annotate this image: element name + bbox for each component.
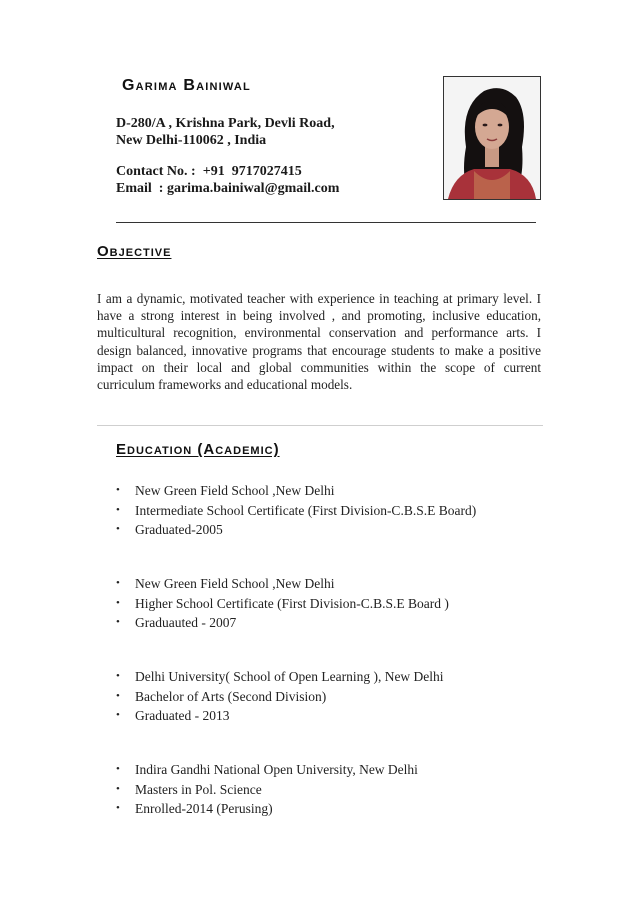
- list-item: [116, 799, 418, 819]
- list-item: [116, 780, 418, 800]
- education-group-3: [116, 667, 444, 726]
- education-heading: Education (Academic): [116, 441, 280, 458]
- address-line-2: New Delhi-110062 , India: [116, 133, 267, 148]
- portrait-illustration: [444, 77, 540, 199]
- contact-label: Contact No. :: [116, 164, 196, 179]
- list-item: [116, 520, 476, 540]
- bullet-icon: •: [116, 523, 120, 535]
- email-label: Email :: [116, 181, 164, 196]
- list-item-text: Masters in Pol. Science: [135, 781, 262, 797]
- contact-phone-row: [116, 163, 339, 180]
- contact-email-row: [116, 180, 339, 197]
- contact-phone: +91 9717027415: [202, 164, 302, 179]
- list-item: [116, 594, 449, 614]
- list-item: [116, 687, 444, 707]
- bullet-icon: •: [116, 484, 120, 496]
- list-item-text: Graduauted - 2007: [135, 615, 237, 630]
- bullet-icon: •: [116, 503, 120, 516]
- bullet-icon: •: [116, 782, 120, 795]
- list-item-text: Graduated - 2013: [135, 708, 230, 723]
- objective-heading: Objective: [97, 243, 172, 260]
- contact-block: [116, 163, 339, 197]
- bullet-icon: •: [116, 689, 120, 702]
- list-item-text: Higher School Certificate (First Division-C.B.S.E Board ): [135, 595, 449, 611]
- contact-email: garima.bainiwal@gmail.com: [166, 181, 340, 196]
- profile-photo: [443, 76, 541, 200]
- list-item: [116, 760, 418, 780]
- bullet-icon: •: [116, 802, 120, 814]
- list-item: [116, 613, 449, 633]
- bullet-icon: •: [116, 577, 120, 589]
- list-item: [116, 667, 444, 687]
- list-item: [116, 501, 476, 521]
- list-item: [116, 574, 449, 594]
- bullet-icon: •: [116, 709, 120, 721]
- bullet-icon: •: [116, 670, 120, 682]
- list-item-text: Bachelor of Arts (Second Division): [135, 688, 327, 704]
- section-divider: [97, 425, 543, 426]
- bullet-icon: •: [116, 616, 120, 628]
- address-line-1: D-280/A , Krishna Park, Devli Road,: [116, 116, 335, 131]
- education-group-1: [116, 481, 476, 540]
- objective-text: I am a dynamic, motivated teacher with experience in teaching at primary level. I have a strong interest in being involved , and promoting, inclusive education, multicultural recognition, environmental conservation and performance arts. I design balanced, innovative programs that encourage students to make a positive impact on their local and global communities within the scope of current curriculum frameworks and educational models.: [97, 291, 541, 393]
- education-group-4: [116, 760, 418, 819]
- list-item: [116, 706, 444, 726]
- header-divider: [116, 222, 536, 223]
- list-item-text: Intermediate School Certificate (First Division-C.B.S.E Board): [135, 502, 477, 518]
- list-item-text: New Green Field School ,New Delhi: [135, 576, 335, 591]
- list-item-text: Graduated-2005: [135, 522, 223, 537]
- list-item: [116, 481, 476, 501]
- list-item-text: Enrolled-2014 (Perusing): [135, 801, 273, 816]
- bullet-icon: •: [116, 596, 120, 609]
- bullet-icon: •: [116, 763, 120, 775]
- list-item-text: New Green Field School ,New Delhi: [135, 483, 335, 498]
- education-group-2: [116, 574, 449, 633]
- candidate-name: Garima Bainiwal: [122, 77, 251, 94]
- list-item-text: Delhi University( School of Open Learning ), New Delhi: [135, 669, 444, 684]
- list-item-text: Indira Gandhi National Open University, New Delhi: [135, 762, 418, 777]
